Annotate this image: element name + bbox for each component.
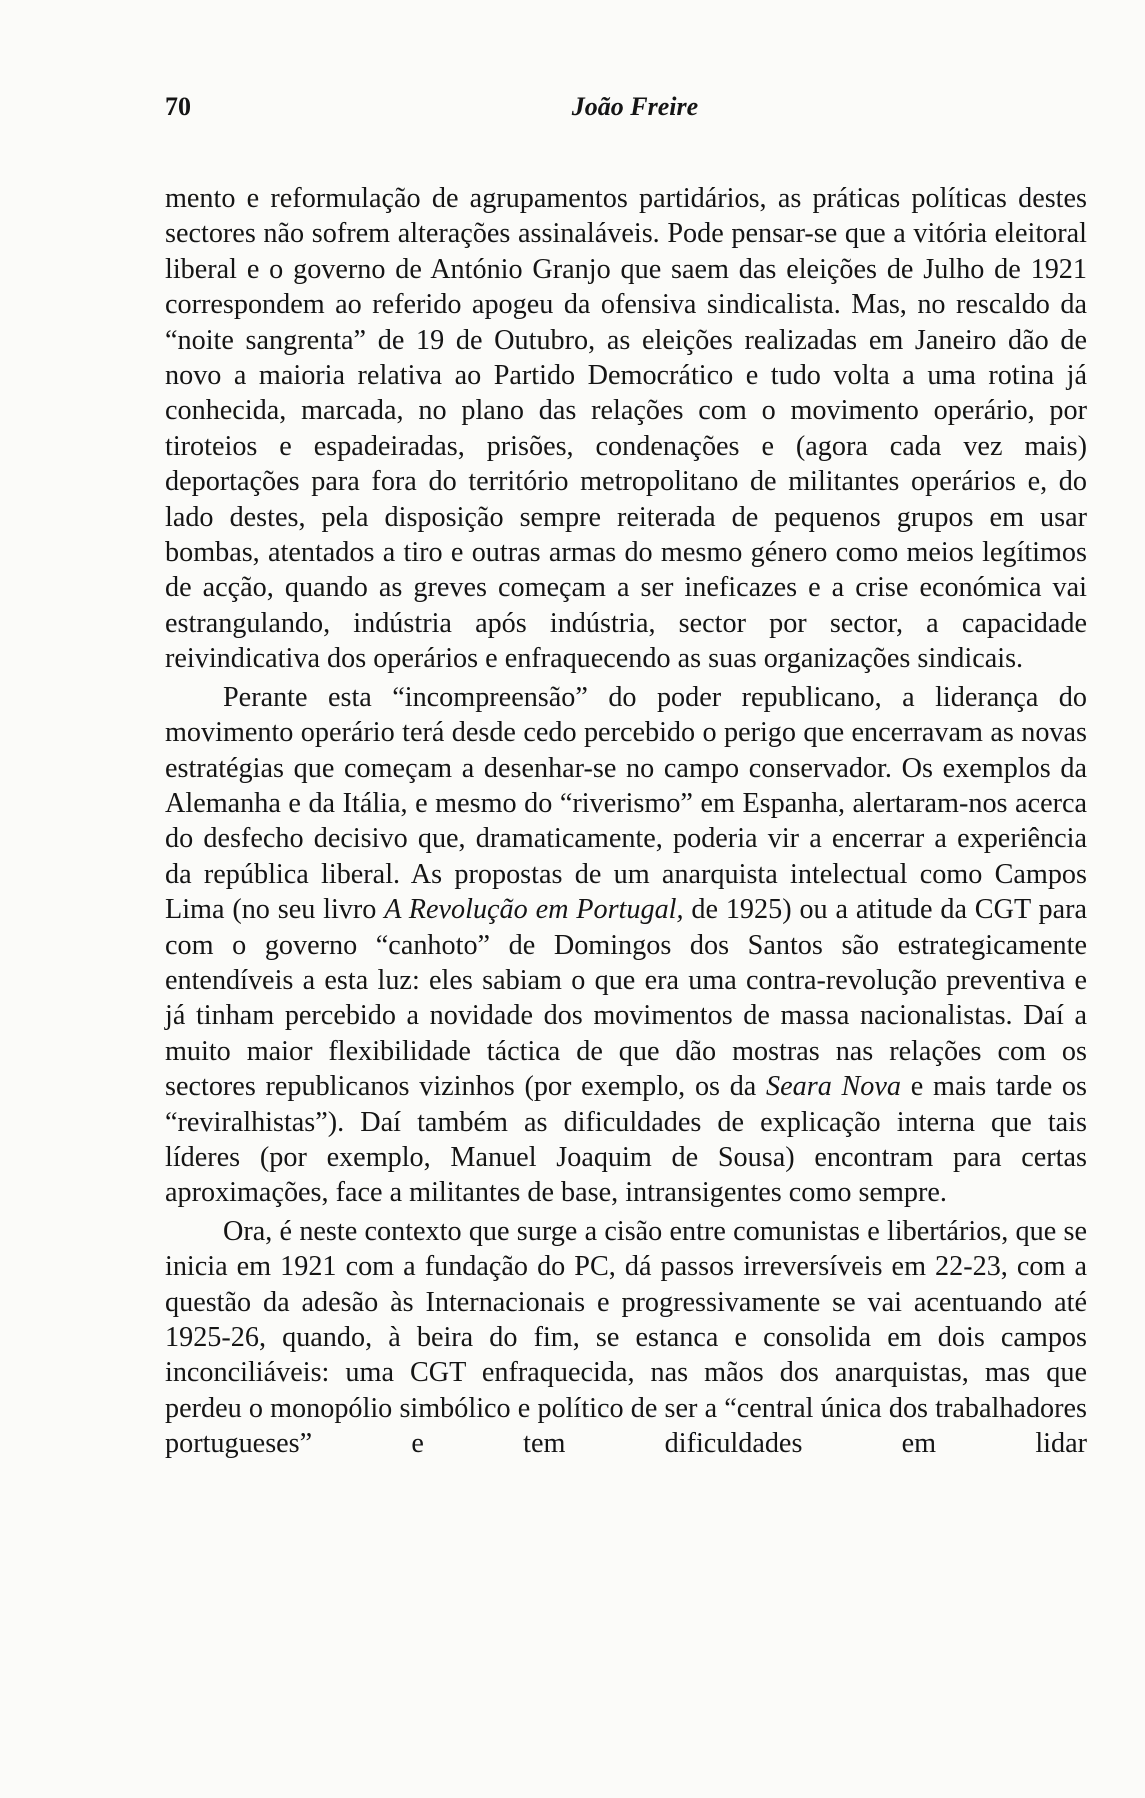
text-run: e mais tarde os “reviralhistas”). Daí também as dificuldades de explicação interna que tais líderes (por exemplo, Manuel Joaquim de Sousa) encontram para certas aproximações, face a militantes de base, intransigentes como sempre. — [165, 1071, 1087, 1209]
paragraph-3 — [165, 1214, 1087, 1462]
body-text — [165, 181, 1087, 1462]
page-number: 70 — [165, 92, 191, 121]
journal-title-italic: Seara Nova — [766, 1071, 902, 1103]
text-run: Perante esta “incompreensão” do poder republicano, a liderança do movimento operário terá desde cedo percebido o perigo que encerravam as novas estratégias que começam a desenhar-se no campo conservador. Os exemplos da Alemanha e da Itália, e mesmo do “riverismo” em Espanha, alertaram-nos acerca do desfecho decisivo que, dramaticamente, poderia vir a encerrar a experiência da república liberal. As propostas de um anarquista intelectual como Campos Lima (no seu livro — [165, 681, 1087, 926]
running-head-author: João Freire — [571, 92, 699, 121]
book-title-italic: A Revolução em Portugal, — [384, 894, 684, 926]
running-head — [165, 86, 1085, 126]
text-run: Ora, é neste contexto que surge a cisão entre comunistas e libertários, que se inicia em 1921 com a fundação do PC, dá passos irreversíveis em 22-23, com a questão da adesão às Internacionais e progressivamente se vai acentuando até 1925-26, quando, à beira do fim, se estanca e consolida em dois campos inconciliáveis: uma CGT enfraquecida, nas mãos dos anarquistas, mas que perdeu o monopólio simbólico e político de ser a “central única dos trabalhadores portugueses” e tem dificuldades em lidar — [165, 1215, 1087, 1460]
text-run: de 1925) ou a atitude da CGT para com o governo “canhoto” de Domingos dos Santos são estrategicamente entendíveis a esta luz: eles sabiam o que era uma contra-revolução preventiva e já tinham percebido a novidade dos movimentos de massa nacionalistas. Daí a muito maior flexibilidade táctica de que dão mostras nas relações com os sectores republicanos vizinhos (por exemplo, os da — [165, 894, 1088, 1103]
paragraph-1 — [165, 181, 1087, 677]
text-run: mento e reformulação de agrupamentos partidários, as práticas políticas destes sectores não sofrem alterações assinaláveis. Pode pensar-se que a vitória eleitoral liberal e o governo de António Granjo que saem das eleições de Julho de 1921 correspondem ao referido apogeu da ofensiva sindicalista. Mas, no rescaldo da “noite sangrenta” de 19 de Outubro, as eleições realizadas em Janeiro dão de novo a maioria relativa ao Partido Democrático e tudo volta a uma rotina já conhecida, marcada, no plano das relações com o movimento operário, por tiroteios e espadeiradas, prisões, condenações e (agora cada vez mais) deportações para fora do território metropolitano de militantes operários e, do lado destes, pela disposição sempre reiterada de pequenos grupos em usar bombas, atentados a tiro e outras armas do mesmo género como meios legítimos de acção, quando as greves começam a ser ineficazes e a crise económica vai estrangulando, indústria após indústria, sector por sector, a capacidade reivindicativa dos operários e enfraquecendo as suas organizações sindicais. — [165, 183, 1087, 675]
paragraph-2 — [165, 680, 1087, 1211]
